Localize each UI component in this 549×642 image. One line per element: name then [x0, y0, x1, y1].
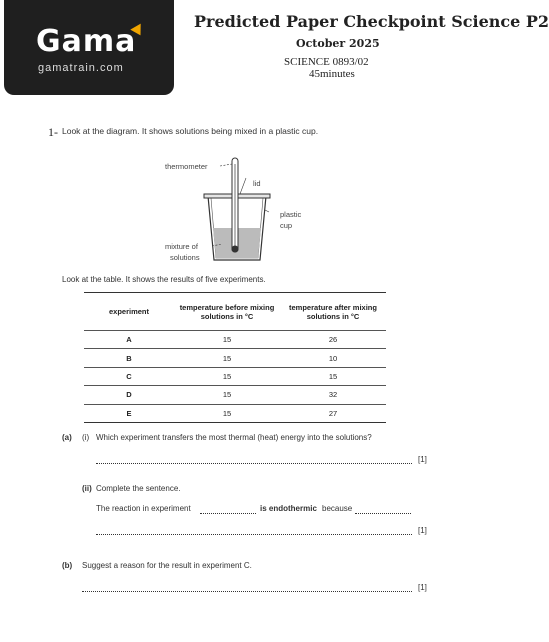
cell-temp-after: 15 — [280, 367, 386, 385]
exam-duration: 45minutes — [309, 68, 355, 80]
page-title: Predicted Paper Checkpoint Science P2 — [194, 12, 549, 31]
thermometer-bulb — [232, 246, 239, 253]
exam-code: SCIENCE 0893/02 — [284, 56, 369, 68]
cell-temp-after: 26 — [280, 331, 386, 349]
table-intro: Look at the table. It shows the results of five experiments. — [62, 275, 266, 284]
table-row — [84, 367, 386, 385]
question-number: 1- — [48, 125, 58, 139]
cell-experiment: C — [84, 367, 174, 385]
table-header-row — [84, 293, 386, 331]
logo-url: gamatrain.com — [38, 62, 124, 74]
answer-line-a-ii[interactable] — [96, 534, 412, 535]
label-lid: lid — [253, 179, 261, 188]
results-table — [84, 292, 386, 423]
gamatrain-logo — [4, 0, 174, 95]
header-experiment: experiment — [84, 293, 174, 331]
marks-a-ii: [1] — [418, 526, 427, 535]
cell-temp-before: 15 — [174, 404, 280, 422]
blank-experiment[interactable] — [200, 513, 256, 514]
part-a-ii-text: Complete the sentence. — [96, 484, 181, 493]
question-intro: Look at the diagram. It shows solutions being mixed in a plastic cup. — [62, 126, 319, 136]
cell-temp-after: 32 — [280, 386, 386, 404]
cell-experiment: A — [84, 331, 174, 349]
label-mixture-of: mixture of — [165, 242, 198, 251]
answer-line-a-i[interactable] — [96, 463, 412, 464]
marks-a-i: [1] — [418, 455, 427, 464]
sentence-endothermic: is endothermic — [260, 504, 317, 513]
table-row — [84, 404, 386, 422]
part-b-label: (b) — [62, 561, 73, 570]
header-temp-after: temperature after mixing solutions in °C — [280, 293, 386, 331]
cell-experiment: B — [84, 349, 174, 367]
label-plastic: plastic — [280, 210, 302, 219]
cell-temp-before: 15 — [174, 349, 280, 367]
blank-because[interactable] — [355, 513, 411, 514]
part-a-ii-label: (ii) — [82, 484, 92, 493]
table-row — [84, 386, 386, 404]
part-b-text: Suggest a reason for the result in experiment C. — [82, 561, 252, 570]
label-cup: cup — [280, 221, 293, 230]
table-row — [84, 349, 386, 367]
marks-b: [1] — [418, 583, 427, 592]
label-thermometer: thermometer — [165, 162, 208, 171]
cell-temp-before: 15 — [174, 367, 280, 385]
answer-line-b[interactable] — [82, 591, 412, 592]
sentence-because: because — [322, 504, 353, 513]
table-row — [84, 331, 386, 349]
cell-temp-after: 10 — [280, 349, 386, 367]
label-solutions: solutions — [170, 253, 200, 262]
sentence-start: The reaction in experiment — [96, 504, 191, 513]
logo-wordmark: Gama — [36, 24, 137, 59]
cell-experiment: E — [84, 404, 174, 422]
cell-temp-before: 15 — [174, 331, 280, 349]
part-a-i-text: Which experiment transfers the most thermal (heat) energy into the solutions? — [96, 433, 372, 442]
cell-temp-before: 15 — [174, 386, 280, 404]
cell-temp-after: 27 — [280, 404, 386, 422]
cell-experiment: D — [84, 386, 174, 404]
exam-date: October 2025 — [296, 37, 380, 50]
part-a-i-label: (i) — [82, 433, 90, 442]
header-temp-before: temperature before mixing solutions in °C — [174, 293, 280, 331]
part-a-label: (a) — [62, 433, 72, 442]
